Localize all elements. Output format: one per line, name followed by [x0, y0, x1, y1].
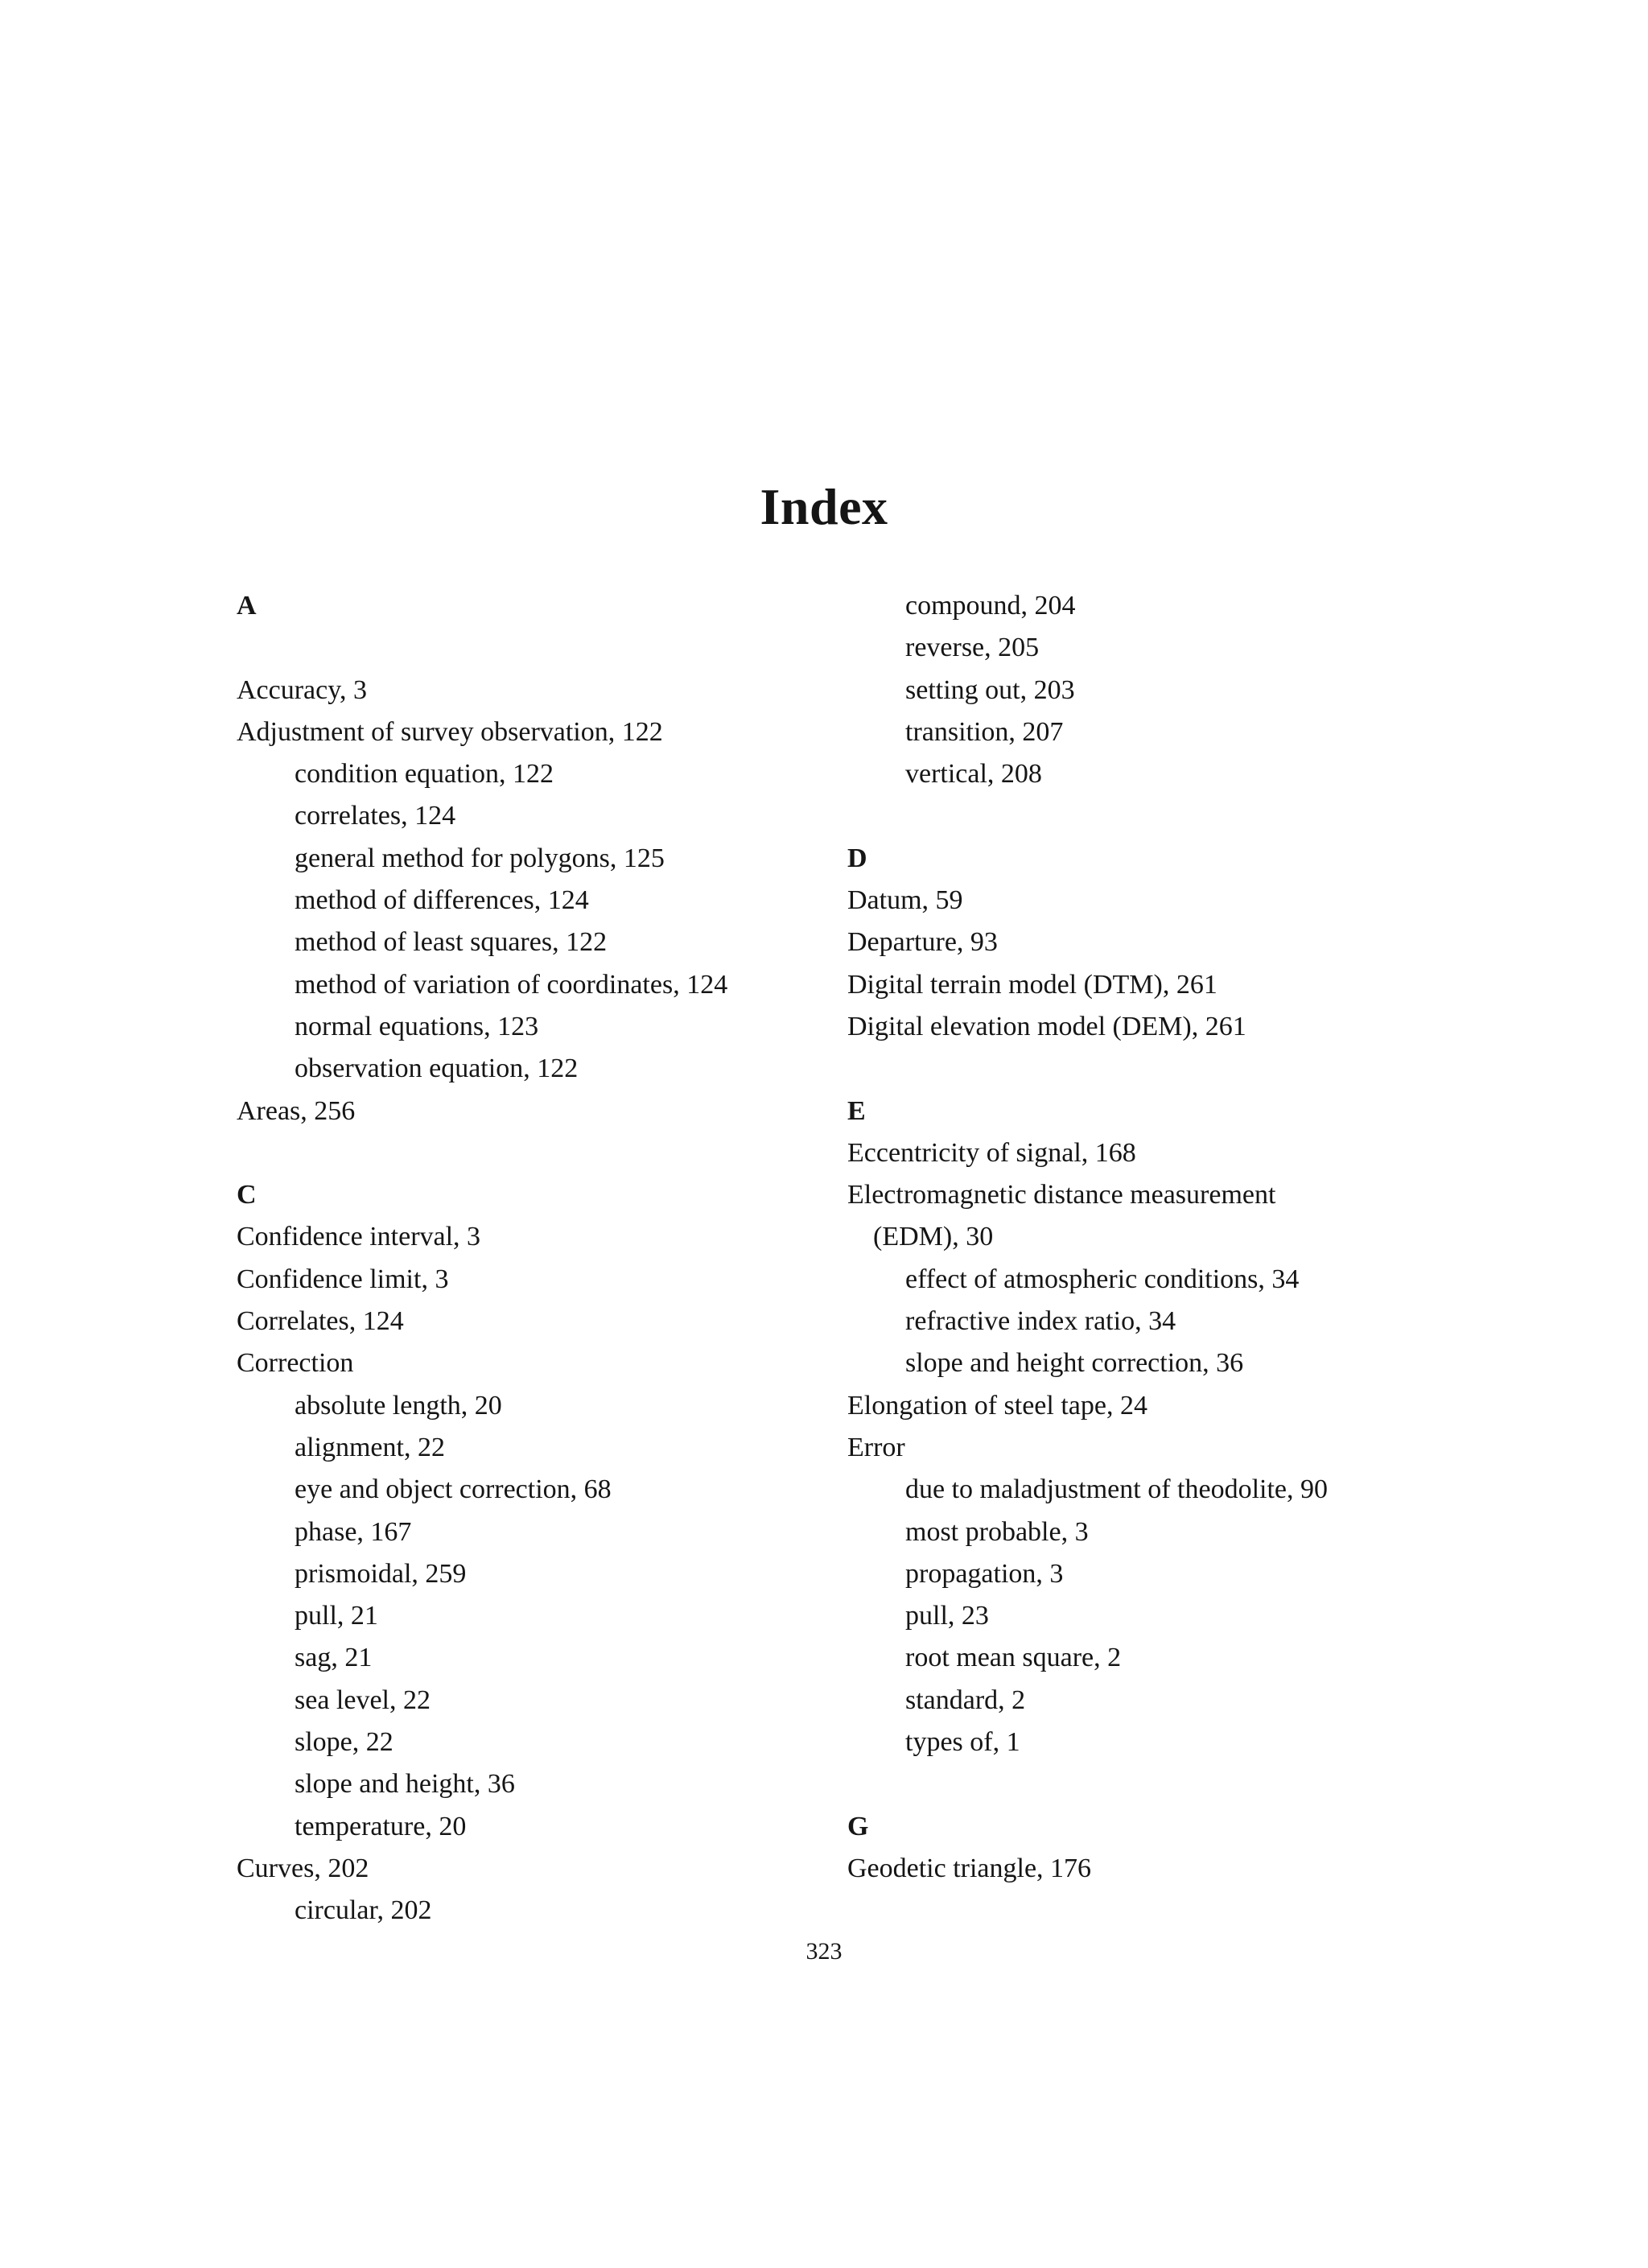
index-subentry: root mean square, 2	[905, 1643, 1122, 1673]
index-subentry: propagation, 3	[905, 1558, 1064, 1589]
index-column-left	[237, 585, 848, 1932]
index-entry: Error	[847, 1432, 905, 1462]
index-subentry: compound, 204	[905, 591, 1076, 621]
index-entry: Datum, 59	[847, 885, 963, 916]
index-entry: Departure, 93	[847, 927, 998, 958]
index-entry: Electromagnetic distance measurement	[847, 1180, 1276, 1210]
index-entry: Geodetic triangle, 176	[847, 1853, 1092, 1883]
index-entry: Areas, 256	[237, 1095, 356, 1126]
index-entry: Eccentricity of signal, 168	[847, 1137, 1136, 1168]
section-gap	[237, 1132, 848, 1174]
index-subentry: standard, 2	[905, 1685, 1026, 1715]
index-entry: Confidence limit, 3	[237, 1264, 449, 1294]
index-entry-continuation: (EDM), 30	[873, 1222, 994, 1252]
index-entry: Elongation of steel tape, 24	[847, 1390, 1147, 1421]
index-subentry: method of least squares, 122	[295, 927, 608, 958]
index-subentry: reverse, 205	[905, 633, 1040, 663]
index-entry: Correlates, 124	[237, 1306, 404, 1337]
index-subentry: due to maladjustment of theodolite, 90	[905, 1474, 1329, 1505]
section-letter: E	[847, 1095, 866, 1126]
index-subentry: slope, 22	[295, 1727, 393, 1758]
index-entry: Accuracy, 3	[237, 674, 368, 705]
index-entry: Digital elevation model (DEM), 261	[847, 1011, 1246, 1041]
index-subentry: eye and object correction, 68	[295, 1474, 612, 1505]
section-gap	[847, 1763, 1459, 1805]
section-gap	[847, 795, 1459, 837]
index-subentry: general method for polygons, 125	[295, 843, 665, 873]
index-subentry: refractive index ratio, 34	[905, 1306, 1176, 1337]
section-letter: D	[847, 843, 867, 873]
index-subentry: types of, 1	[905, 1727, 1020, 1758]
index-subentry: most probable, 3	[905, 1516, 1089, 1547]
index-subentry: effect of atmospheric conditions, 34	[905, 1264, 1300, 1294]
index-subentry: method of variation of coordinates, 124	[295, 969, 728, 1000]
index-subentry: slope and height correction, 36	[905, 1348, 1244, 1379]
index-subentry: condition equation, 122	[295, 759, 554, 790]
index-subentry: observation equation, 122	[295, 1054, 579, 1084]
index-subentry: prismoidal, 259	[295, 1558, 467, 1589]
index-subentry: sag, 21	[295, 1643, 373, 1673]
index-subentry: temperature, 20	[295, 1811, 467, 1841]
index-subentry: slope and height, 36	[295, 1769, 515, 1800]
index-subentry: vertical, 208	[905, 759, 1042, 790]
section-gap	[847, 1048, 1459, 1090]
index-subentry: alignment, 22	[295, 1432, 445, 1462]
index-column-right	[847, 585, 1459, 1890]
section-letter: G	[847, 1811, 869, 1841]
index-entry: Correction	[237, 1348, 354, 1379]
section-gap	[237, 627, 848, 669]
index-subentry: method of differences, 124	[295, 885, 589, 916]
index-entry: Confidence interval, 3	[237, 1222, 481, 1252]
index-subentry: normal equations, 123	[295, 1011, 539, 1041]
index-subentry: phase, 167	[295, 1516, 412, 1547]
index-entry: Adjustment of survey observation, 122	[237, 716, 663, 747]
section-letter: C	[237, 1180, 257, 1210]
index-subentry: pull, 21	[295, 1601, 378, 1631]
page-title: Index	[760, 478, 888, 535]
index-subentry: sea level, 22	[295, 1685, 431, 1715]
index-entry: Curves, 202	[237, 1853, 369, 1883]
index-subentry: pull, 23	[905, 1601, 989, 1631]
index-entry: Digital terrain model (DTM), 261	[847, 969, 1217, 1000]
section-letter: A	[237, 591, 257, 621]
index-subentry: correlates, 124	[295, 801, 456, 831]
page-number: 323	[805, 1938, 843, 1965]
index-subentry: transition, 207	[905, 716, 1064, 747]
index-subentry: absolute length, 20	[295, 1390, 502, 1421]
index-subentry: circular, 202	[295, 1895, 432, 1926]
index-subentry: setting out, 203	[905, 674, 1075, 705]
